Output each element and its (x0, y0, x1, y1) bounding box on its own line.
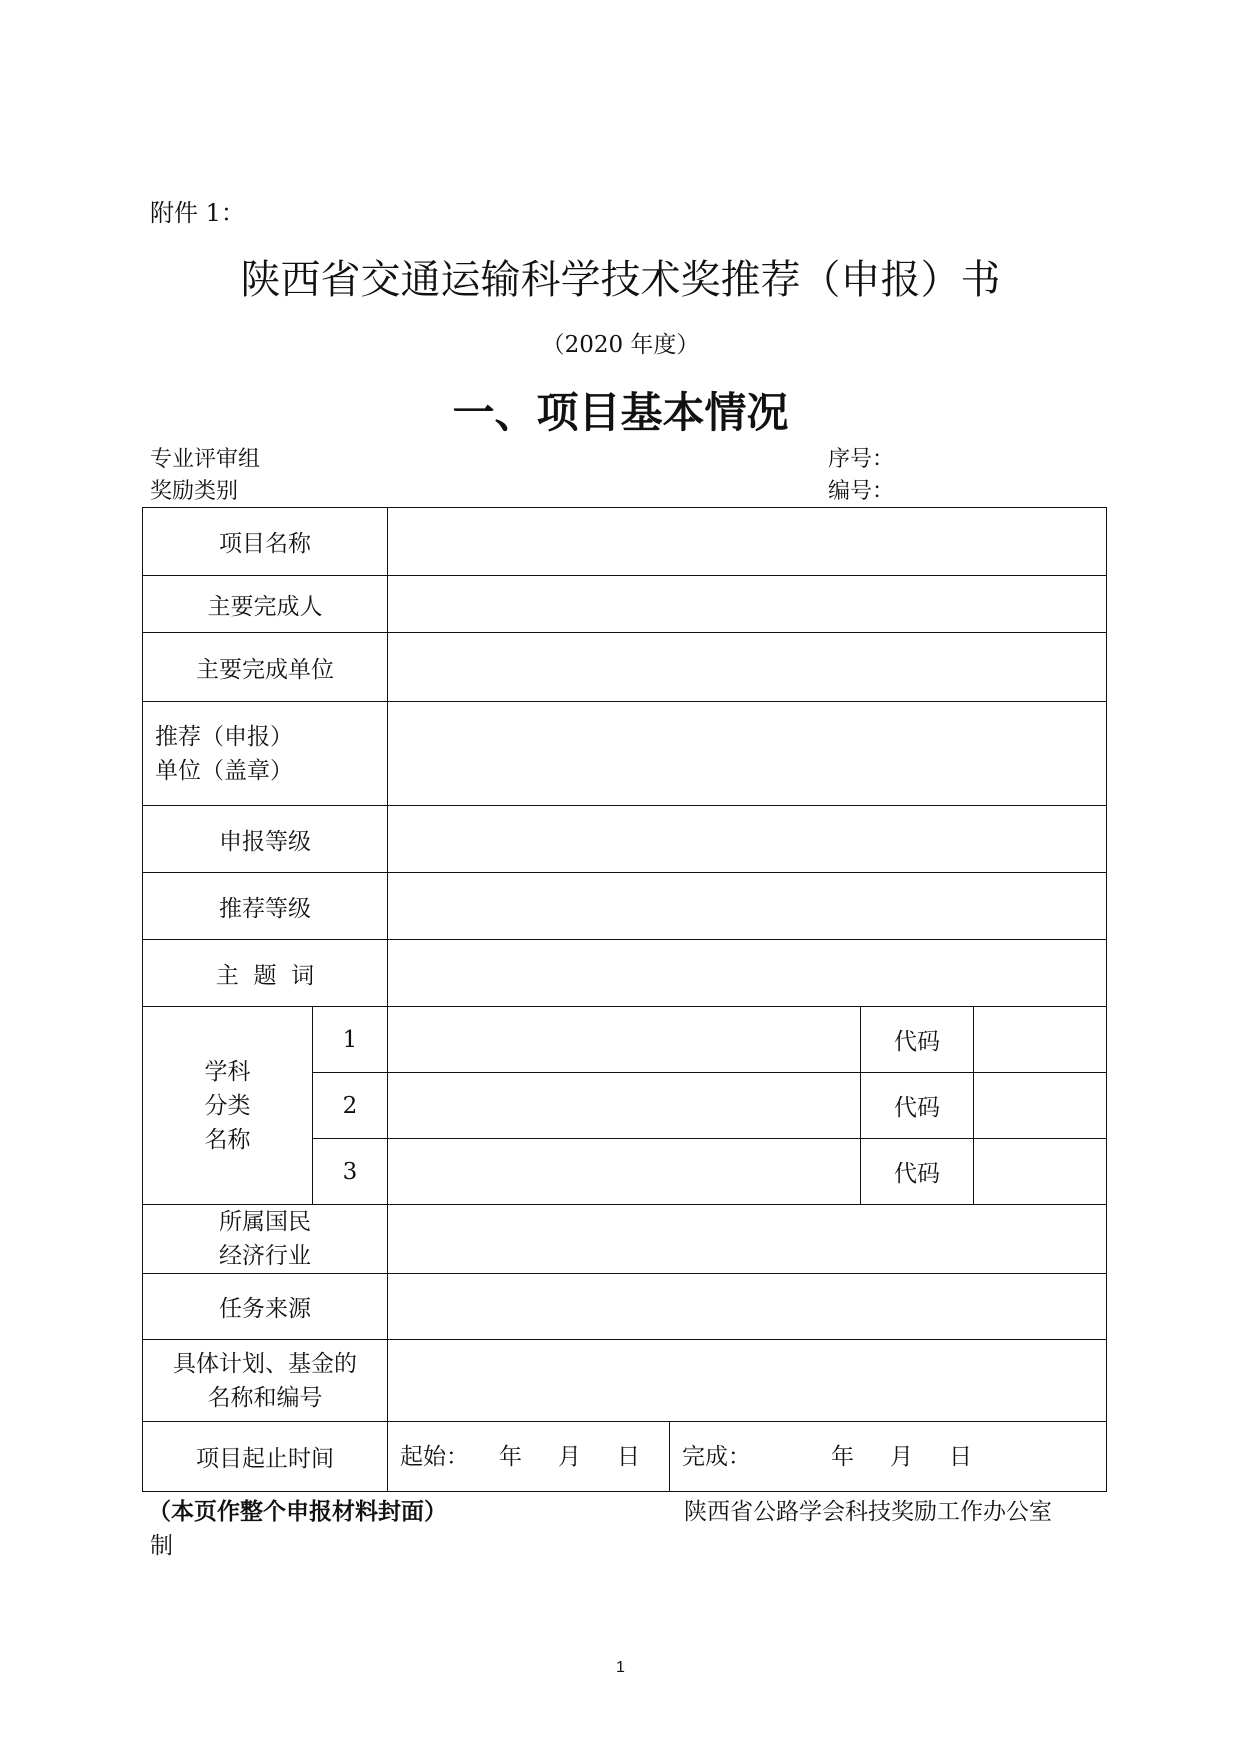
number-label: 编号： (828, 479, 895, 504)
keywords-field[interactable] (388, 940, 1107, 1007)
table-row (143, 1422, 1107, 1492)
table-row (143, 508, 1107, 576)
keywords-label: 主 题 词 (143, 940, 388, 1007)
end-label: 完成： (682, 1443, 751, 1470)
table-row (143, 1007, 1107, 1073)
document-title: 陕西省交通运输科学技术奖推荐（申报）书 (240, 257, 1001, 303)
recommend-unit-line2: 单位（盖章） (155, 757, 293, 784)
main-persons-field[interactable] (388, 576, 1107, 633)
code-label: 代码 (861, 1007, 974, 1073)
table-row (143, 702, 1107, 806)
sequence-label: 序号： (828, 447, 895, 472)
cover-note: （本页作整个申报材料封面） (148, 1499, 447, 1525)
recommend-level-label: 推荐等级 (143, 873, 388, 940)
main-units-field[interactable] (388, 633, 1107, 702)
main-units-label: 主要完成单位 (143, 633, 388, 702)
section-title: 一、项目基本情况 (452, 388, 789, 437)
recommend-level-field[interactable] (388, 873, 1107, 940)
project-name-label: 项目名称 (143, 508, 388, 576)
main-persons-label: 主要完成人 (143, 576, 388, 633)
table-row (143, 576, 1107, 633)
start-day-unit: 日 (617, 1443, 640, 1470)
end-day-unit: 日 (949, 1443, 972, 1470)
recommend-unit-field[interactable] (388, 702, 1107, 806)
attachment-label: 附件 1： (150, 199, 245, 227)
task-source-label: 任务来源 (143, 1274, 388, 1340)
industry-label (143, 1205, 388, 1274)
table-row (143, 1274, 1107, 1340)
code-field[interactable] (974, 1073, 1107, 1139)
code-label: 代码 (861, 1073, 974, 1139)
industry-line1: 所属国民 (219, 1209, 311, 1235)
discipline-label (143, 1007, 313, 1205)
review-group-label: 专业评审组 (150, 447, 261, 472)
industry-line2: 经济行业 (219, 1243, 311, 1269)
task-source-field[interactable] (388, 1274, 1107, 1340)
start-label: 起始： (400, 1443, 469, 1470)
table-row (143, 633, 1107, 702)
issuer-label: 陕西省公路学会科技奖励工作办公室 (684, 1499, 1052, 1525)
recommend-unit-line1: 推荐（申报） (155, 723, 293, 750)
discipline-line1: 学科 (204, 1058, 251, 1085)
table-row (143, 806, 1107, 873)
discipline-index: 3 (313, 1139, 388, 1205)
end-month-unit: 月 (890, 1443, 913, 1470)
issuer-tail: 制 (150, 1533, 173, 1559)
start-year-unit: 年 (499, 1443, 522, 1470)
start-date-field[interactable] (388, 1422, 670, 1492)
project-info-table (142, 507, 1107, 1492)
discipline-index: 2 (313, 1073, 388, 1139)
table-row (143, 1205, 1107, 1274)
plan-fund-line2: 名称和编号 (207, 1384, 323, 1411)
code-label: 代码 (861, 1139, 974, 1205)
discipline-index: 1 (313, 1007, 388, 1073)
apply-level-field[interactable] (388, 806, 1107, 873)
plan-fund-line1: 具体计划、基金的 (173, 1350, 357, 1377)
table-row (143, 873, 1107, 940)
industry-field[interactable] (388, 1205, 1107, 1274)
discipline-line2: 分类 (204, 1092, 251, 1119)
table-row (143, 940, 1107, 1007)
project-name-field[interactable] (388, 508, 1107, 576)
page-number: 1 (616, 1659, 625, 1676)
discipline-name-field[interactable] (388, 1007, 861, 1073)
start-month-unit: 月 (558, 1443, 581, 1470)
discipline-name-field[interactable] (388, 1139, 861, 1205)
plan-fund-label (143, 1340, 388, 1422)
code-field[interactable] (974, 1007, 1107, 1073)
apply-level-label: 申报等级 (143, 806, 388, 873)
discipline-line3: 名称 (204, 1126, 251, 1153)
discipline-name-field[interactable] (388, 1073, 861, 1139)
end-date-field[interactable] (670, 1422, 1107, 1492)
recommend-unit-label (143, 702, 388, 806)
code-field[interactable] (974, 1139, 1107, 1205)
award-category-label: 奖励类别 (150, 479, 239, 504)
end-year-unit: 年 (831, 1443, 854, 1470)
plan-fund-field[interactable] (388, 1340, 1107, 1422)
year-label: （2020 年度） (541, 332, 700, 358)
period-label: 项目起止时间 (143, 1422, 388, 1492)
table-row (143, 1340, 1107, 1422)
